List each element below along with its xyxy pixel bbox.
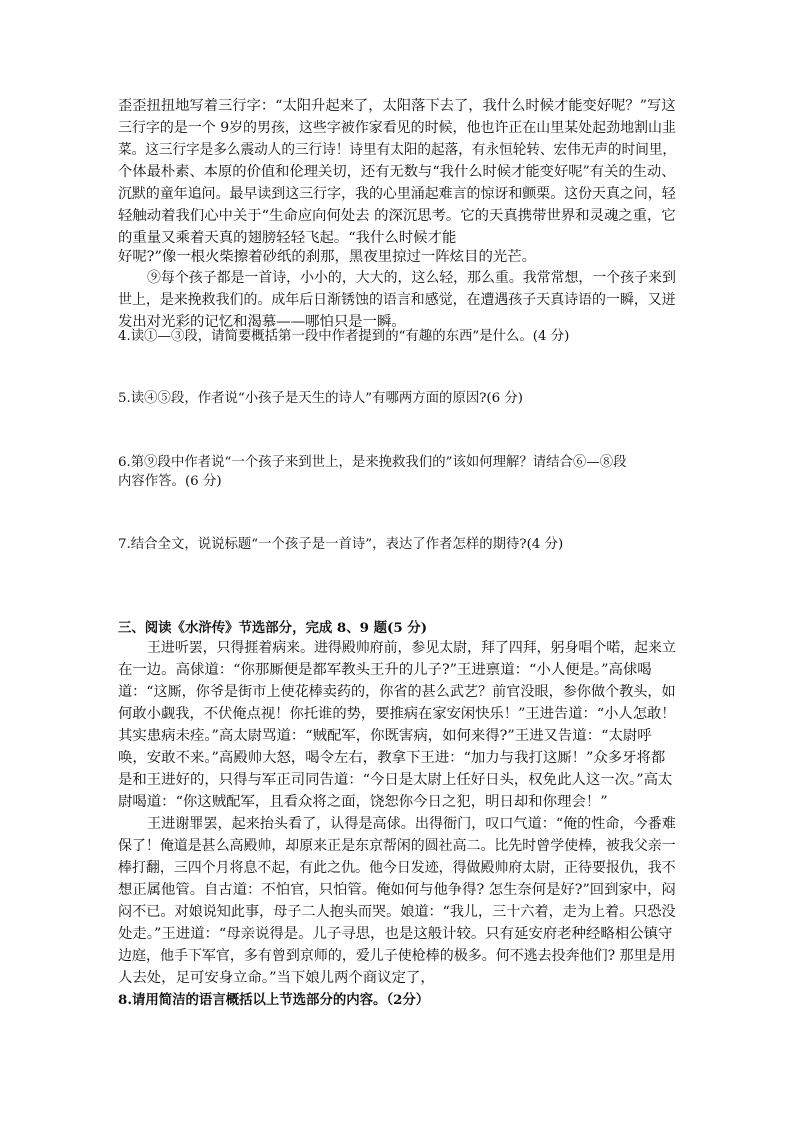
shuihu-para2-line: 处走。”王进道：“母亲说得是。儿子寻思，也是这般计较。只有延安府老种经略相公镇守 <box>118 926 673 942</box>
passage-line: 沉默的童年追问。最早读到这三行字，我的心里涌起难言的惊讶和颤栗。这份天真之问，轻 <box>118 186 676 202</box>
shuihu-para2-line: 闷不已。对娘说知此事，母子二人抱头而哭。娘道：“我儿，三十六着，走为上着。只恐没 <box>118 904 676 920</box>
shuihu-para1-line: 王进听罢，只得捱着病来。进得殿帅府前，参见太尉，拜了四拜，躬身唱个喏，起来立 <box>147 640 676 656</box>
passage-line: 菜。这三行字是多么震动人的三行诗！诗里有太阳的起落，有永恒轮转、宏伟无声的时间里， <box>118 142 677 158</box>
shuihu-para1-line: 在一边。高俅道：“你那厮便是都军教头王升的儿子?”王进禀道：“小人便是。”高俅喝 <box>118 662 652 678</box>
shuihu-para2-line: 边庭，他手下军官，多有曾到京师的，爱儿子使枪棒的极多。何不逃去投奔他们? 那里是用 <box>118 948 676 964</box>
shuihu-para2-line: 棒打翻，三四个月将息不起，有此之仇。他今日发迹，得做殿帅府太尉，正待要报仇，我不 <box>118 860 676 876</box>
shuihu-para2-line: 人去处，足可安身立命。”当下娘儿两个商议定了， <box>118 970 435 986</box>
shuihu-para1-line: 道：“这厮，你爷是街市上使花棒卖药的，你省的甚么武艺？前官没眼，参你做个教头，如 <box>118 684 676 700</box>
shuihu-para2-line: 王进谢罪罢，起来抬头看了，认得是高俅。出得衙门，叹口气道：“俺的性命，今番难 <box>147 816 676 832</box>
question-5: 5.读④⑤段，作者说“小孩子是天生的诗人”有哪两方面的原因?(6 分) <box>118 391 524 406</box>
question-7: 7.结合全文，说说标题“一个孩子是一首诗”，表达了作者怎样的期待?(4 分) <box>118 537 564 552</box>
shuihu-para1-line: 尉喝道：“你这贼配军，且看众将之面，饶恕你今日之犯，明日却和你理会！” <box>118 794 608 810</box>
passage-line: 个体最朴素、本原的价值和伦理关切，还有无数与“我什么时候才能变好呢”有关的生动、 <box>118 164 676 180</box>
question-6-line1: 6.第⑨段中作者说“一个孩子来到世上，是来挽救我们的”该如何理解？请结合⑥—⑧段 <box>118 455 627 470</box>
shuihu-para1-line: 是和王进好的，只得与军正司同告道：“今日是太尉上任好日头，权免此人这一次。”高太 <box>118 772 673 788</box>
passage-para9-line: 世上，是来挽救我们的。成年后日渐锈蚀的语言和感觉，在遭遇孩子天真诗语的一瞬，又迸 <box>118 292 676 308</box>
passage-para9-line: 发出对光彩的记忆和渴慕——哪怕只是一瞬。 <box>118 314 406 330</box>
shuihu-para2-line: 保了！俺道是甚么高殿帅，却原来正是东京帮闲的圆社高二。比先时曾学使棒，被我父亲一 <box>118 838 676 854</box>
shuihu-para2-line: 想正属他管。自古道：不怕官，只怕管。俺如何与他争得? 怎生奈何是好?”回到家中，闷 <box>118 882 676 898</box>
passage-line: 歪歪扭扭地写着三行字：“太阳升起来了，太阳落下去了，我什么时候才能变好呢？”写这 <box>118 98 676 114</box>
passage-para9-line: ⑨每个孩子都是一首诗，小小的，大大的，这么轻，那么重。我常常想，一个孩子来到 <box>147 270 676 286</box>
passage-line: 好呢?”像一根火柴擦着砂纸的刹那，黑夜里掠过一阵炫目的光芒。 <box>118 249 537 265</box>
shuihu-para1-line: 何敢小觑我，不伏俺点视！你托谁的势，要推病在家安闲快乐！”王进告道：“小人怎敢！ <box>118 706 676 722</box>
question-8: 8.请用简洁的语言概括以上节选部分的内容。（2分） <box>118 992 430 1008</box>
question-6-line2: 内容作答。(6 分) <box>118 474 222 489</box>
passage-line: 的重量又乘着天真的翅膀轻轻飞起。“我什么时候才能 <box>118 230 457 246</box>
passage-line: 轻触动着我们心中关于“生命应向何处去 的深沉思考。它的天真携带世界和灵魂之重，它 <box>118 208 676 224</box>
passage-line: 三行字的是一个 9岁的男孩，这些字被作家看见的时候，他也许正在山里某处起劲地割山韭 <box>118 120 676 136</box>
question-4: 4.读①—③段，请简要概括第一段中作者提到的“有趣的东西”是什么。(4 分) <box>118 329 570 344</box>
section-3-heading: 三、阅读《水浒传》节选部分，完成 8、9 题(5 分) <box>118 620 428 636</box>
shuihu-para1-line: 其实患病未痊。”高太尉骂道：“贼配军，你既害病，如何来得?”王进又告道：“太尉呼 <box>118 728 652 744</box>
shuihu-para1-line: 唤，安敢不来。”高殿帅大怒，喝令左右，教拿下王进：“加力与我打这厮！”众多牙将都 <box>118 750 666 766</box>
